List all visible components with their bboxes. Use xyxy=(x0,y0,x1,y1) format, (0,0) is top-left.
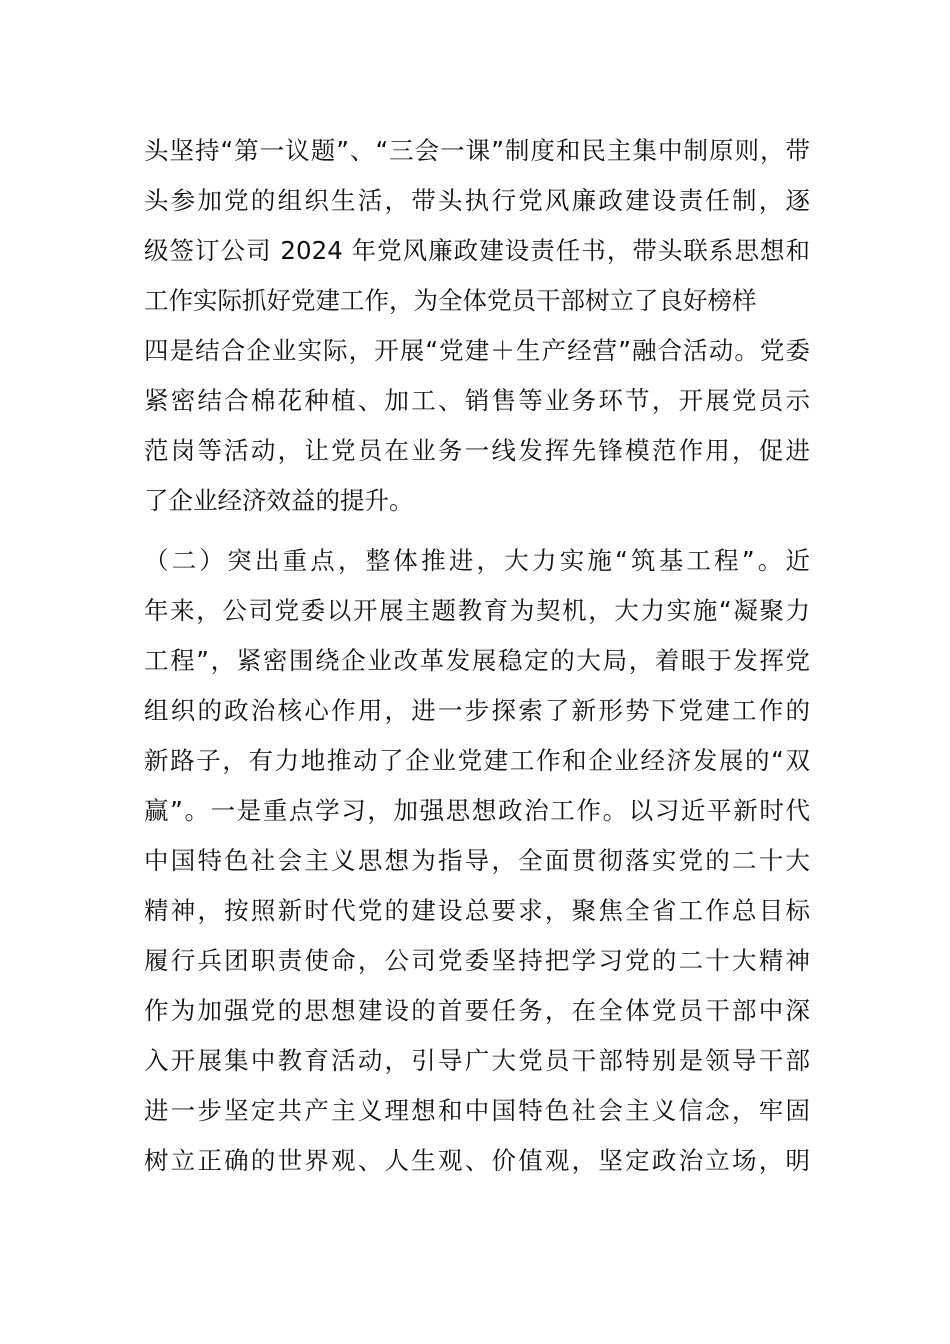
text-line: 树立正确的世界观、人生观、价值观，坚定政治立场，明 xyxy=(144,1146,810,1175)
text-line: 入开展集中教育活动，引导广大党员干部特别是领导干部 xyxy=(144,1046,810,1075)
text-line: 组织的政治核心作用，进一步探索了新形势下党建工作的 xyxy=(144,696,810,725)
text-line: 四是结合企业实际，开展“党建＋生产经营”融合活动。党委 xyxy=(144,336,810,365)
paragraph-2 xyxy=(144,536,810,1186)
text-line: 履行兵团职责使命，公司党委坚持把学习党的二十大精神 xyxy=(144,946,810,975)
text-line: 中国特色社会主义思想为指导，全面贯彻落实党的二十大 xyxy=(144,846,810,875)
text-line: 紧密结合棉花种植、加工、销售等业务环节，开展党员示 xyxy=(144,386,810,415)
text-line: 头参加党的组织生活，带头执行党风廉政建设责任制，逐 xyxy=(144,186,810,215)
text-line: 级签订公司 2024 年党风廉政建设责任书，带头联系思想和 xyxy=(144,236,810,265)
text-line: 范岗等活动，让党员在业务一线发挥先锋模范作用，促进 xyxy=(144,436,810,465)
text-line: （二）突出重点，整体推进，大力实施“筑基工程”。近 xyxy=(144,546,810,575)
text-line: 赢”。一是重点学习，加强思想政治工作。以习近平新时代 xyxy=(144,796,810,825)
text-line: 头坚持“第一议题”、“三会一课”制度和民主集中制原则，带 xyxy=(144,136,810,165)
text-line: 精神，按照新时代党的建设总要求，聚焦全省工作总目标 xyxy=(144,896,810,925)
paragraph-1 xyxy=(144,126,810,526)
text-line: 作为加强党的思想建设的首要任务，在全体党员干部中深 xyxy=(144,996,810,1025)
text-line: 工作实际抓好党建工作，为全体党员干部树立了良好榜样 xyxy=(144,286,757,315)
text-line: 新路子，有力地推动了企业党建工作和企业经济发展的“双 xyxy=(144,746,810,775)
text-line: 工程”，紧密围绕企业改革发展稳定的大局，着眼于发挥党 xyxy=(144,646,810,675)
text-line: 了企业经济效益的提升。 xyxy=(144,486,414,515)
text-line: 年来，公司党委以开展主题教育为契机，大力实施“凝聚力 xyxy=(144,596,810,625)
text-line: 进一步坚定共产主义理想和中国特色社会主义信念，牢固 xyxy=(144,1096,810,1125)
